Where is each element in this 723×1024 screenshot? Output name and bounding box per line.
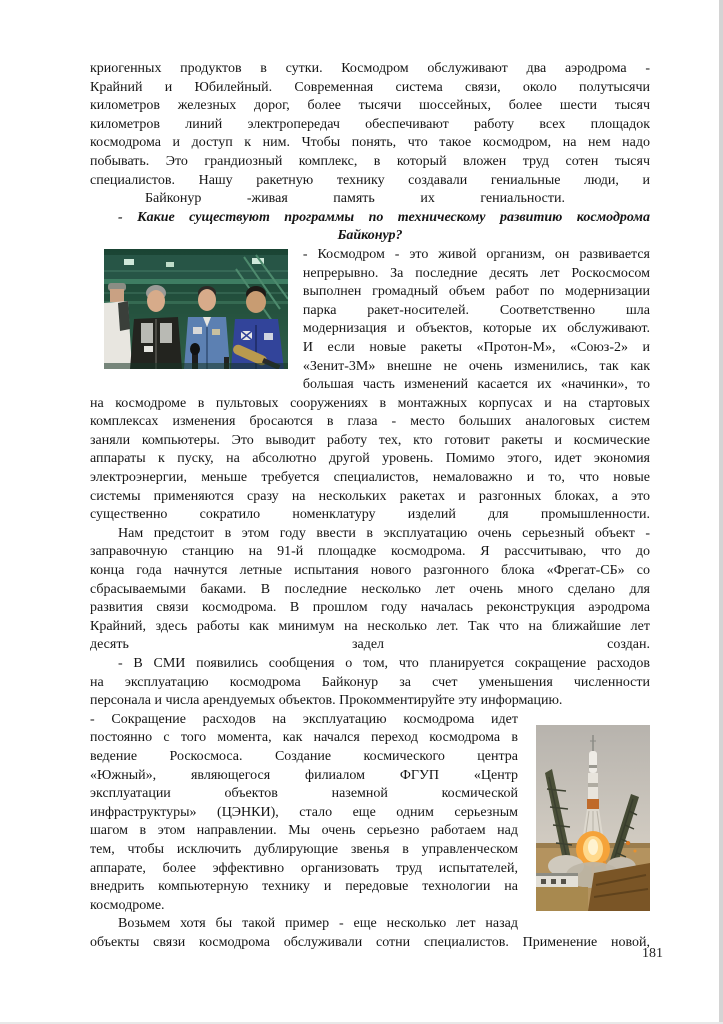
text-line: комплексах изменения бросаются в глаза - место больших аналоговых систем (90, 414, 650, 430)
rocket-photo-wrap (536, 711, 650, 934)
rocket-launch-photo (536, 725, 650, 911)
paragraph-intro (90, 60, 650, 209)
text-line: большая часть изменений касается их «начинки», то (302, 377, 650, 393)
text-line: аппараты к пуску, на абсолютно другой уровень. Помимо этого, идет экономия (90, 451, 650, 467)
text-line: аппарате, более эффективно организовать труд испытателей, (90, 860, 518, 876)
text-line: космодроме. (90, 897, 165, 913)
text-line: криогенных продуктов в сутки. Космодром обслуживают два аэродрома - (90, 61, 650, 76)
text-line: объекты связи космодрома обслуживали сотни специалистов. Применение новой, (90, 934, 650, 950)
text-line: персонала и числа арендуемых объектов. Прокомментируйте эту информацию. (90, 693, 563, 709)
answer-modernization-full (90, 395, 650, 525)
text-line: - Космодром - это живой организм, он развивается (302, 246, 650, 262)
question-smi (90, 655, 650, 711)
cosmonauts-photo-wrap (90, 246, 303, 395)
text-line: существенно сократило номенклатуру изделий для промышленности. (90, 507, 650, 523)
text-line: на эксплуатацию космодрома Байконур за счет уменьшения численности (90, 674, 650, 690)
text-line: парка ракет-носителей. Соответственно шла (302, 302, 650, 318)
text-line: выполнен громадный объем работ по модернизации (302, 284, 650, 300)
cosmonauts-press-photo (104, 249, 288, 369)
paragraph-example-full (90, 934, 650, 953)
text-line: на космодроме в пультовых сооружениях в монтажных корпусах и на стартовых (90, 395, 650, 411)
text-line: сбрасываемыми баками. В последние несколько лет очень много сделано для (90, 581, 650, 597)
text-line: «Южный», являющегося филиалом ФГУП «Центр (90, 767, 518, 783)
text-line: километров линий электропередач обеспечивают работу всех площадок (90, 116, 650, 132)
text-line: - В СМИ появились сообщения о том, что планируется сокращение расходов (118, 656, 650, 671)
text-line: «Зенит-3М» внешне не очень изменились, так как (302, 358, 650, 374)
text-line: - Сокращение расходов на эксплуатацию космодрома идет (90, 711, 518, 727)
answer-modernization-row (90, 246, 650, 395)
text-line: десять задел создан. (90, 637, 650, 653)
text-line: развития связи космодрома. В прошлом году началась реконструкция аэродрома (90, 600, 650, 616)
text-line: космодрома и доступ к ним. Чтобы понять, что такое космодром, на нем надо (90, 135, 650, 151)
text-line: конца года начнутся летные испытания нового разгонного блока «Фрегат-СБ» со (90, 563, 650, 579)
question-heading-line: - Какие существуют программы по техническому развитию космодрома (118, 209, 650, 225)
text-line: ведение Роскосмоса. Создание космического центра (90, 748, 518, 764)
text-line: непрерывно. За последние десять лет Роскосмосом (302, 265, 650, 281)
text-line: специалистов. Нашу ракетную технику создавали гениальные люди, и (90, 172, 650, 188)
text-line: модернизация и объектов, которые их обслуживают. (302, 321, 650, 337)
scan-edge-right (719, 0, 723, 1024)
text-line: системы применяются сразу на нескольких ракетах и разгонных блоках, а это (90, 488, 650, 504)
text-line: Возьмем хотя бы такой пример - еще несколько лет назад (118, 916, 518, 932)
text-line: эксплуатации объектов наземной космической (90, 786, 518, 802)
text-line: заняли компьютеры. Это выводит работу тех, кто готовит ракеты и космические (90, 432, 650, 448)
text-line: И если новые ракеты «Протон-М», «Союз-2» и (302, 339, 650, 355)
question-heading (90, 209, 650, 246)
paragraph-plans (90, 525, 650, 655)
text-line: электроэнергии, меньше требуется специалистов, немаловажно и то, что новые (90, 470, 650, 486)
text-line: Нам предстоит в этом году ввести в эксплуатацию очень серьезный объект - (118, 525, 650, 541)
question-heading-line: Байконур? (337, 228, 403, 244)
text-line: внедрить компьютерную технику и передовые технологии на (90, 879, 518, 895)
text-line: инфраструктуры» (ЦЭНКИ), стало еще одним серьезным (90, 804, 518, 820)
text-line: тем, чтобы исключить дублирующие звенья в управленческом (90, 841, 518, 857)
answer-cost-reduction-row (90, 711, 650, 934)
answer-cost-reduction-narrow (90, 711, 518, 934)
text-line: Байконур -живая память их гениальности. (145, 191, 565, 207)
text-line: Крайний, здесь работы как минимум на несколько лет. Так что на ближайшие лет (90, 618, 650, 634)
page-number: 181 (642, 946, 663, 961)
text-line: километров железных дорог, более тысячи шоссейных, более шести тысяч (90, 98, 650, 114)
text-line: заправочную станцию на 91-й площадке космодрома. Я рассчитываю, что до (90, 544, 650, 560)
text-line: побывать. Это грандиозный комплекс, в который вложен труд сотен тысяч (90, 153, 650, 169)
text-line: постоянно с того момента, как начался переход космодрома в (90, 730, 518, 746)
answer-modernization-narrow (303, 246, 650, 395)
text-line: шагом в этом направлении. Мы очень серьезно работаем над (90, 823, 518, 839)
page-body-text (90, 60, 650, 953)
text-line: Крайний и Юбилейный. Современная система связи, около полутысячи (90, 79, 650, 95)
